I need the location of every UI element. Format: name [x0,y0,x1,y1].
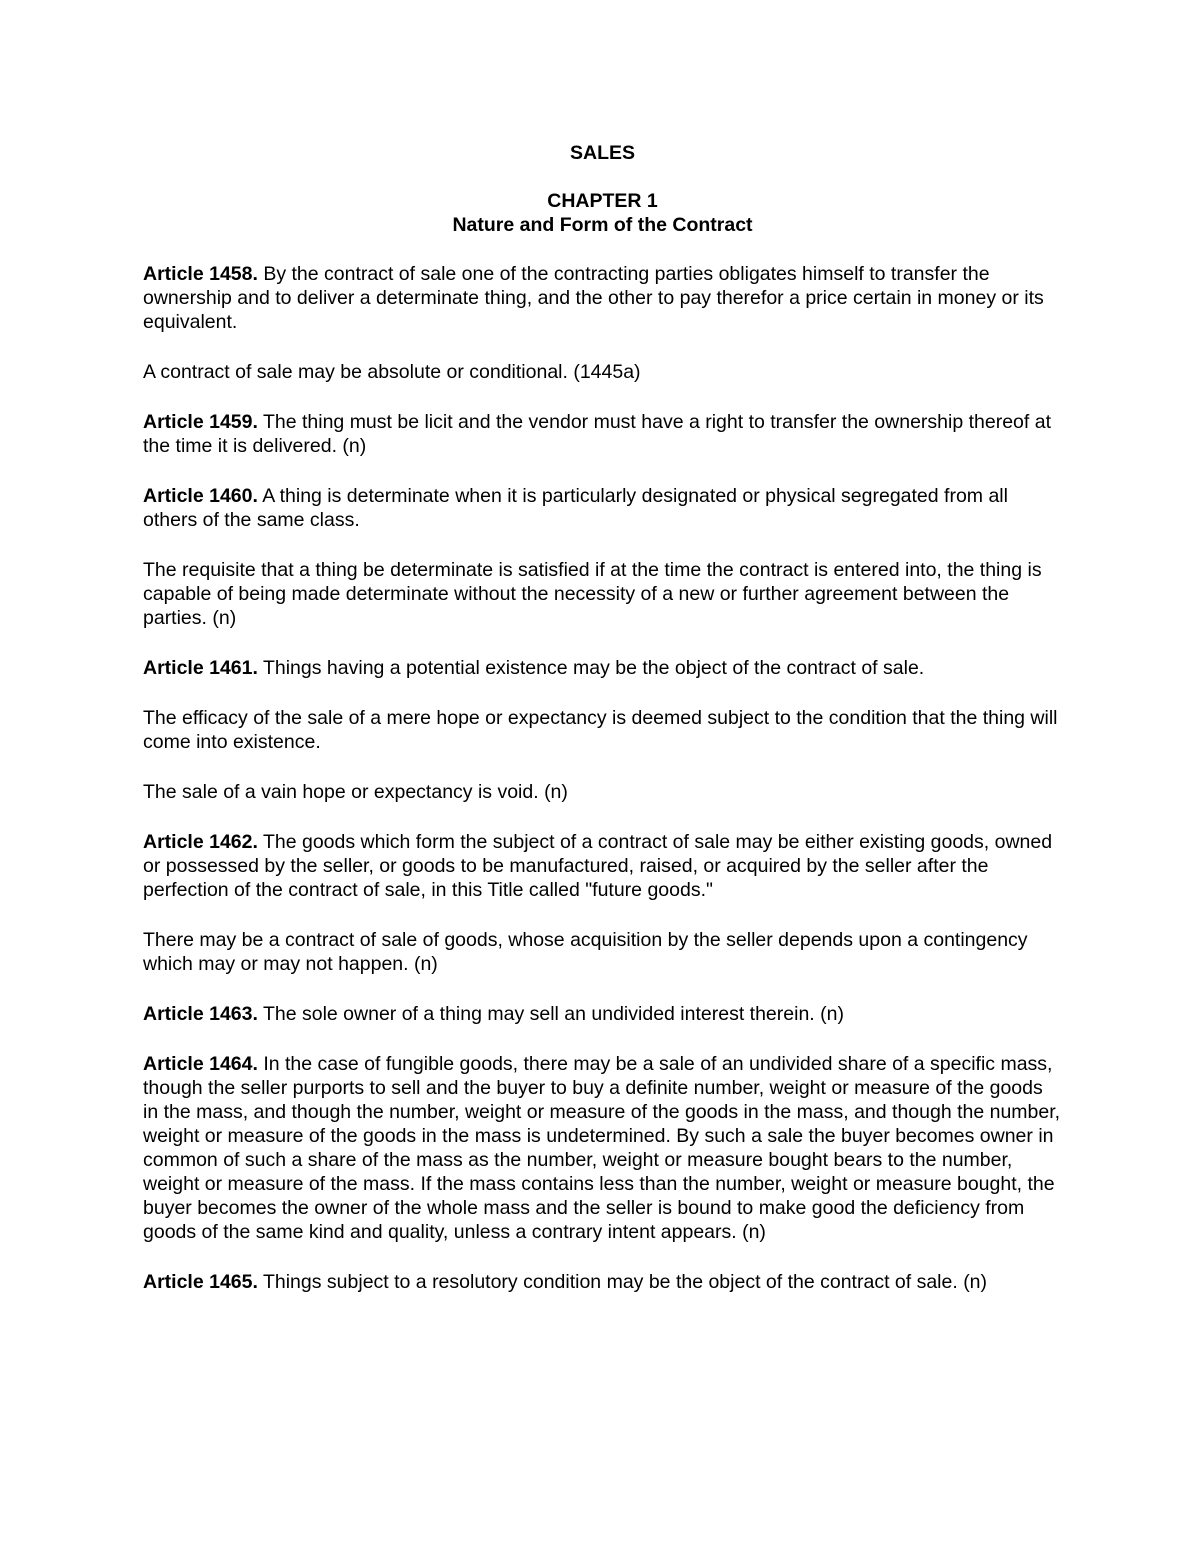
article-1461-continuation-2 [143,780,1062,804]
article-label: Article 1464. [143,1053,258,1075]
paragraph-text: A contract of sale may be absolute or conditional. (1445a) [143,361,641,383]
article-text: Things subject to a resolutory condition may be the object of the contract of sale. (n) [257,1271,988,1293]
article-1458-continuation [143,360,1062,384]
article-label: Article 1461. [143,657,258,679]
article-label: Article 1463. [143,1003,258,1025]
paragraph-text: There may be a contract of sale of goods, whose acquisition by the seller depends upon a contingency which may or may not happen. (n) [143,929,1028,975]
article-label: Article 1465. [143,1271,258,1293]
article-label: Article 1459. [143,411,258,433]
article-text: Things having a potential existence may be the object of the contract of sale. [257,657,925,679]
document-title: SALES [569,142,635,164]
article-1463-paragraph [143,1002,1062,1026]
article-1460-continuation [143,558,1062,630]
article-1462-paragraph [143,830,1062,902]
chapter-number: CHAPTER 1 [547,190,658,212]
chapter-heading [143,189,1062,237]
article-text: The goods which form the subject of a contract of sale may be either existing goods, owned or possessed by the seller, or goods to be manufactured, raised, or acquired by the seller after the perfection of the contract of sale, in this Title called "future goods." [143,831,1053,901]
article-1461-continuation-1 [143,706,1062,754]
article-text: The thing must be licit and the vendor must have a right to transfer the ownership thereof at the time it is delivered. (n) [143,411,1051,457]
article-1459-paragraph [143,410,1062,458]
article-1465-paragraph [143,1270,1062,1294]
paragraph-text: The requisite that a thing be determinate is satisfied if at the time the contract is entered into, the thing is capable of being made determinate without the necessity of a new or further agreement between the parties. (n) [143,559,1042,629]
article-text: A thing is determinate when it is particularly designated or physical segregated from all others of the same class. [143,485,1008,531]
article-label: Article 1462. [143,831,258,853]
chapter-title: Nature and Form of the Contract [452,214,753,236]
article-text: By the contract of sale one of the contracting parties obligates himself to transfer the ownership and to deliver a determinate thing, and the other to pay therefor a price certain in money or its equivalent. [143,263,1044,333]
paragraph-text: The efficacy of the sale of a mere hope or expectancy is deemed subject to the condition that the thing will come into existence. [143,707,1058,753]
article-1461-paragraph [143,656,1062,680]
paragraph-text: The sale of a vain hope or expectancy is void. (n) [143,781,568,803]
article-label: Article 1458. [143,263,258,285]
article-1460-paragraph [143,484,1062,532]
article-1458-paragraph [143,262,1062,334]
article-1462-continuation [143,928,1062,976]
article-label: Article 1460. [143,485,258,507]
article-text: In the case of fungible goods, there may be a sale of an undivided share of a specific mass, though the seller purports to sell and the buyer to buy a definite number, weight or measure of the goods in the mass, and though the number, weight or measure of the goods in the mass, and though the number, weight or measure of the goods in the mass is undetermined. By such a sale the buyer becomes owner in common of such a share of the mass as the number, weight or measure bought bears to the number, weight or measure of the mass. If the mass contains less than the number, weight or measure bought, the buyer becomes the owner of the whole mass and the seller is bound to make good the deficiency from goods of the same kind and quality, unless a contrary intent appears. (n) [143,1053,1061,1243]
article-1464-paragraph [143,1052,1062,1244]
article-text: The sole owner of a thing may sell an undivided interest therein. (n) [257,1003,844,1025]
